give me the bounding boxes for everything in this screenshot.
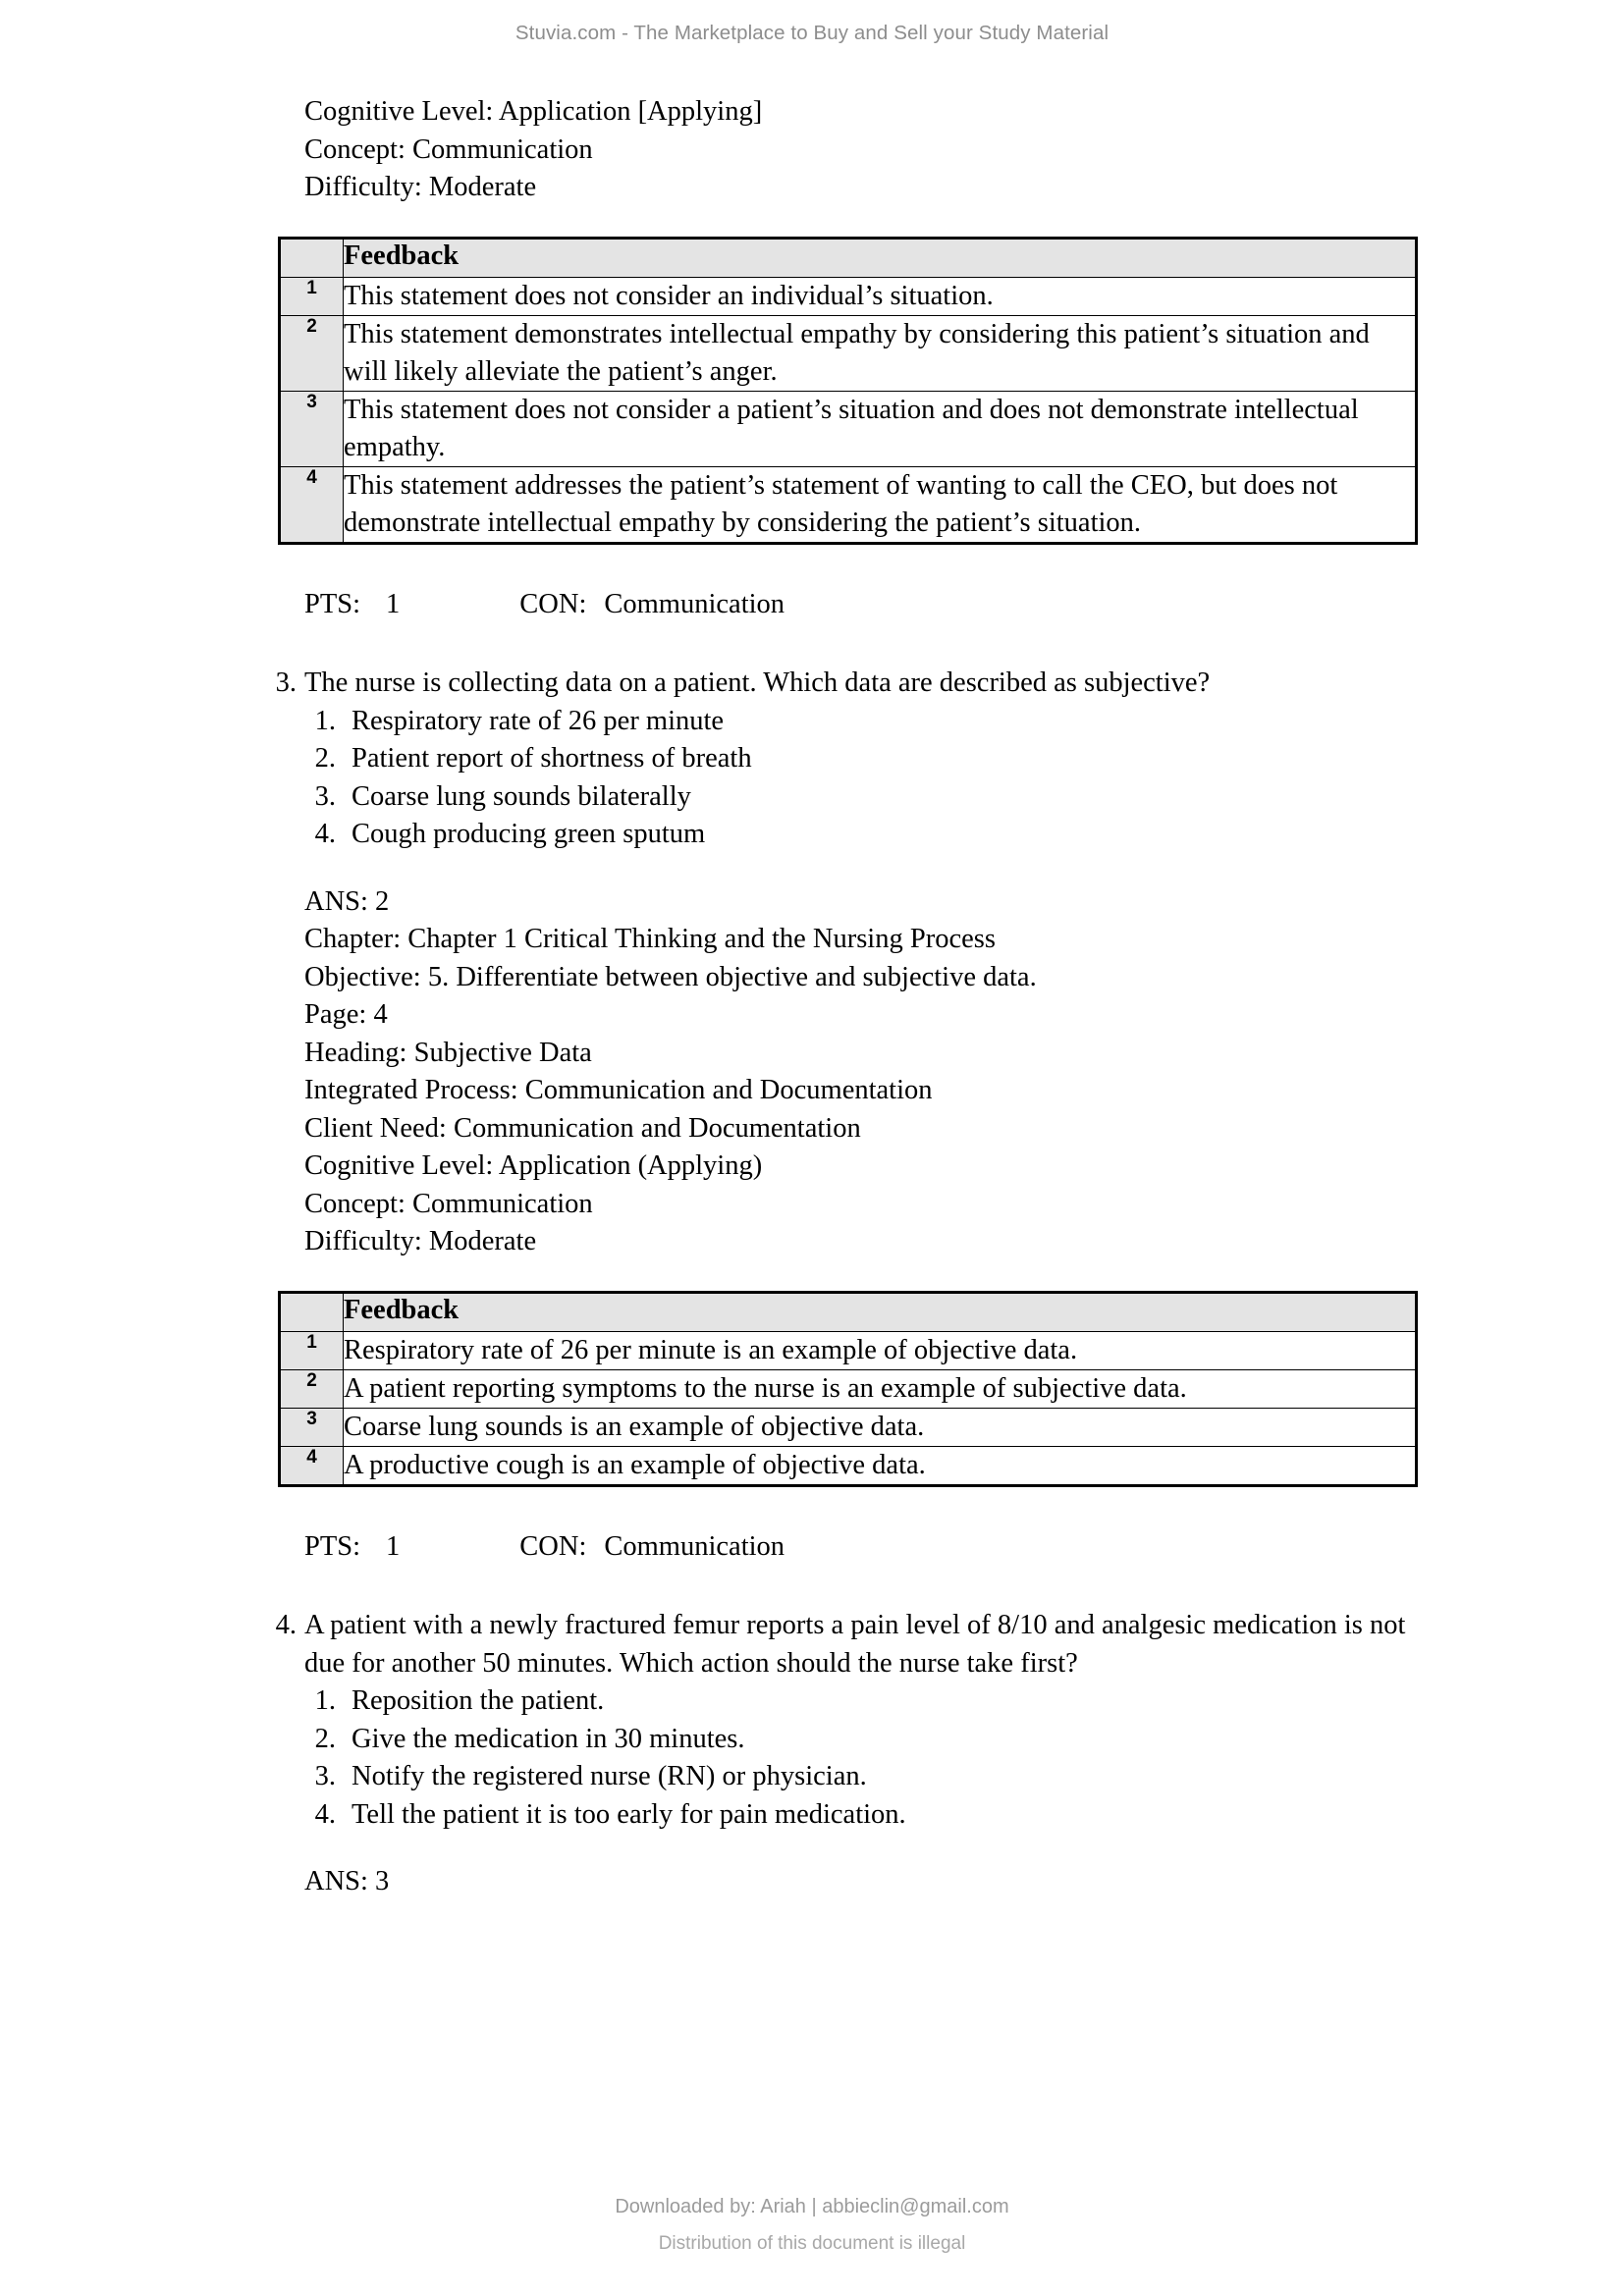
row-number: 2 [280,315,344,391]
question-number: 3. [275,667,297,698]
feedback-text: A patient reporting symptoms to the nurse is an example of subjective data. [344,1369,1417,1408]
option-item[interactable] [304,740,1435,778]
feedback-column-header: Feedback [344,238,1417,277]
option-number: 4. [314,1798,336,1830]
feedback-table-1 [278,237,1418,545]
option-label: Cough producing green sputum [352,819,706,849]
pts-value: 1 [386,588,401,619]
question-4-metadata-block [304,1863,1435,1901]
option-item[interactable] [304,1758,1435,1796]
question-number: 4. [275,1610,297,1640]
con-value: Communication [604,588,785,619]
row-number: 4 [280,1446,344,1485]
option-label: Coarse lung sounds bilaterally [352,780,691,812]
row-number: 3 [280,1408,344,1446]
row-number: 3 [280,391,344,466]
meta-line: Page: 4 [304,999,388,1030]
meta-line: Heading: Subjective Data [304,1037,592,1068]
option-number: 4. [314,819,336,849]
meta-line: Concept: Communication [304,133,593,165]
option-label: Notify the registered nurse (RN) or physician. [352,1761,867,1791]
spacer [257,1834,1435,1863]
feedback-text: This statement addresses the patient’s statement of wanting to call the CEO, but does not demonstrate intellectual empathy by considering the patient’s situation. [344,466,1417,543]
meta-line: Cognitive Level: Application (Applying) [304,1150,763,1181]
meta-line: Chapter: Chapter 1 Critical Thinking and the Nursing Process [304,924,996,954]
feedback-text: This statement does not consider a patient’s situation and does not demonstrate intellectual empathy. [344,391,1417,466]
document-content [257,93,1435,1901]
con-label: CON: [519,1530,587,1562]
answer-line: ANS: 3 [304,1866,390,1896]
table-header-row [280,1292,1417,1331]
page-footer [0,2188,1624,2263]
con-value: Communication [604,1530,785,1562]
table-header-row [280,238,1417,277]
spacer [257,623,1435,665]
row-number: 4 [280,466,344,543]
option-number: 3. [314,1761,336,1791]
answer-line: ANS: 2 [304,885,390,917]
feedback-text: This statement does not consider an individual’s situation. [344,277,1417,315]
option-label: Reposition the patient. [352,1685,605,1716]
feedback-text: Respiratory rate of 26 per minute is an example of objective data. [344,1331,1417,1369]
table-row [280,315,1417,391]
feedback-column-header: Feedback [344,1292,1417,1331]
option-item[interactable] [304,703,1435,741]
row-number: 1 [280,277,344,315]
site-banner-header: Stuvia.com - The Marketplace to Buy and Sell your Study Material [514,22,1110,44]
option-label: Patient report of shortness of breath [352,743,752,774]
option-label: Tell the patient it is too early for pain medication. [352,1798,906,1830]
row-number: 2 [280,1369,344,1408]
header-blank-cell [280,1292,344,1331]
spacer [257,207,1435,237]
feedback-text: This statement demonstrates intellectual empathy by considering this patient’s situation and will likely alleviate the patient’s anger. [344,315,1417,391]
spacer [257,854,1435,883]
question-stem: A patient with a newly fractured femur reports a pain level of 8/10 and analgesic medication is not due for another 50 minutes. Which action should the nurse take first? [304,1610,1406,1679]
table-row [280,1408,1417,1446]
meta-line: Client Need: Communication and Documentation [304,1112,861,1144]
option-item[interactable] [304,816,1435,854]
option-item[interactable] [304,1682,1435,1721]
option-number: 3. [314,780,336,812]
meta-line: Cognitive Level: Application [Applying] [304,96,763,127]
spacer [257,1487,1435,1528]
option-label: Respiratory rate of 26 per minute [352,705,725,736]
pts-con-line-2 [304,1528,1435,1567]
meta-line: Objective: 5. Differentiate between objective and subjective data. [304,961,1037,992]
con-label: CON: [519,588,587,619]
spacer [257,1566,1435,1607]
footer-downloaded-by: Downloaded by: Ariah | abbieclin@gmail.com [615,2196,1009,2217]
table-row [280,1331,1417,1369]
question-4 [257,1607,1435,1682]
meta-line: Difficulty: Moderate [304,1226,537,1256]
row-number: 1 [280,1331,344,1369]
feedback-text: A productive cough is an example of objective data. [344,1446,1417,1485]
top-metadata-block [304,93,1435,207]
pts-value: 1 [386,1530,401,1562]
option-item[interactable] [304,1721,1435,1759]
pts-con-line-1 [304,586,1435,624]
spacer [257,545,1435,586]
table-row [280,466,1417,543]
meta-line: Concept: Communication [304,1188,593,1219]
feedback-text: Coarse lung sounds is an example of objective data. [344,1408,1417,1446]
option-item[interactable] [304,778,1435,817]
option-number: 1. [314,705,336,736]
footer-distribution-notice: Distribution of this document is illegal [658,2233,966,2254]
table-row [280,1369,1417,1408]
option-item[interactable] [304,1796,1435,1835]
feedback-table-2 [278,1291,1418,1487]
meta-line: Integrated Process: Communication and Documentation [304,1075,933,1105]
pts-label: PTS: [304,588,361,619]
option-number: 1. [314,1685,336,1716]
question-4-options [304,1682,1435,1834]
table-row [280,1446,1417,1485]
table-row [280,277,1417,315]
pts-label: PTS: [304,1530,361,1562]
question-3-options [304,703,1435,854]
option-number: 2. [314,743,336,774]
option-label: Give the medication in 30 minutes. [352,1723,745,1754]
question-stem: The nurse is collecting data on a patient. Which data are described as subjective? [304,667,1211,698]
meta-line: Difficulty: Moderate [304,172,537,202]
option-number: 2. [314,1723,336,1754]
spacer [257,1261,1435,1291]
table-row [280,391,1417,466]
header-blank-cell [280,238,344,277]
question-3-metadata-block [304,883,1435,1261]
question-3 [257,665,1435,703]
